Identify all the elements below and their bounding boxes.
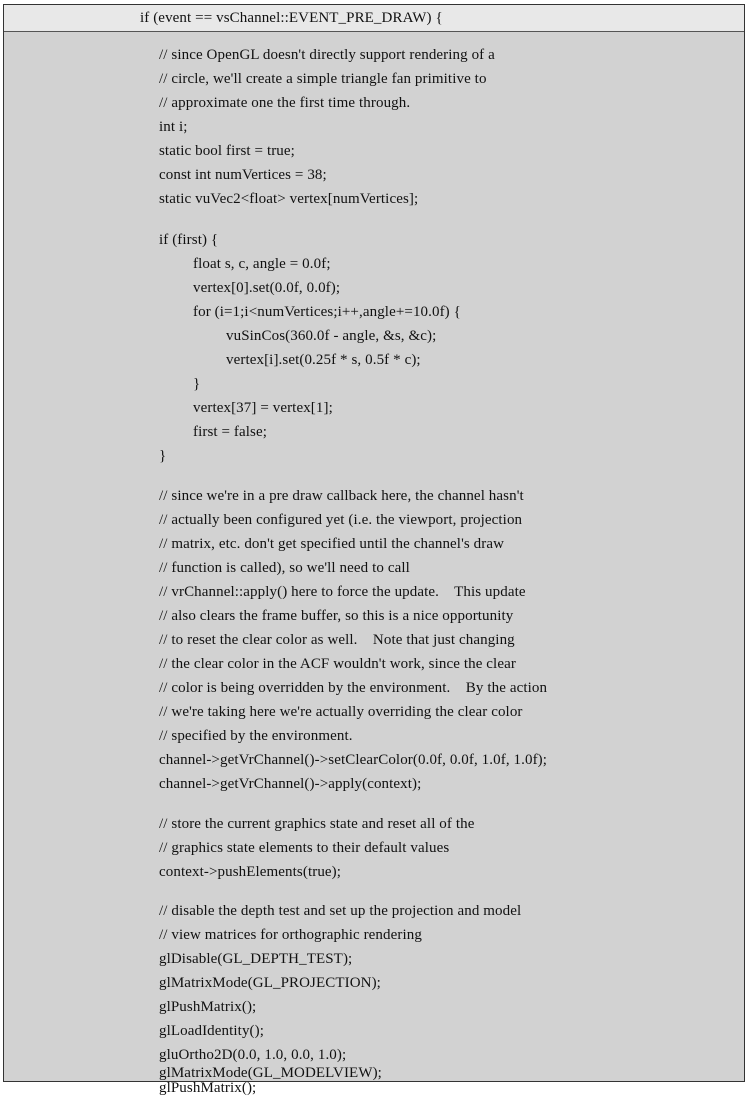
code-line: glMatrixMode(GL_PROJECTION);: [159, 975, 381, 991]
code-line: glDisable(GL_DEPTH_TEST);: [159, 951, 353, 967]
code-line: gluOrtho2D(0.0, 1.0, 0.0, 1.0);: [159, 1047, 347, 1063]
code-line: vertex[i].set(0.25f * s, 0.5f * c);: [226, 352, 421, 368]
code-line: // vrChannel::apply() here to force the update. This update: [159, 584, 526, 600]
code-line: glLoadIdentity();: [159, 1023, 265, 1039]
code-line: // store the current graphics state and reset all of the: [159, 816, 475, 832]
code-line: for (i=1;i<numVertices;i++,angle+=10.0f) {: [193, 304, 461, 320]
code-line: if (first) {: [159, 232, 219, 248]
code-line: int i;: [159, 119, 188, 135]
code-line: // matrix, etc. don't get specified until the channel's draw: [159, 536, 505, 552]
code-line: // disable the depth test and set up the projection and model: [159, 903, 522, 919]
code-line: glMatrixMode(GL_MODELVIEW);: [159, 1065, 382, 1081]
code-line: // function is called), so we'll need to call: [159, 560, 410, 576]
code-line: // since OpenGL doesn't directly support rendering of a: [159, 47, 495, 63]
code-line: // the clear color in the ACF wouldn't work, since the clear: [159, 656, 516, 672]
code-line: glPushMatrix();: [159, 1080, 257, 1096]
code-line: // actually been configured yet (i.e. the viewport, projection: [159, 512, 523, 528]
code-line: static vuVec2<float> vertex[numVertices];: [159, 191, 419, 207]
code-line: glPushMatrix();: [159, 999, 257, 1015]
code-line: vuSinCos(360.0f - angle, &s, &c);: [226, 328, 437, 344]
code-line: // color is being overridden by the environment. By the action: [159, 680, 548, 696]
code-line: // we're taking here we're actually overriding the clear color: [159, 704, 523, 720]
code-line: // specified by the environment.: [159, 728, 353, 744]
code-line: // graphics state elements to their default values: [159, 840, 450, 856]
code-listing: [3, 4, 745, 1096]
code-line: first = false;: [193, 424, 268, 440]
code-line: static bool first = true;: [159, 143, 295, 159]
code-line: // view matrices for orthographic rendering: [159, 927, 422, 943]
code-line: channel->getVrChannel()->setClearColor(0.0f, 0.0f, 1.0f, 1.0f);: [159, 752, 548, 768]
code-line: channel->getVrChannel()->apply(context);: [159, 776, 422, 792]
code-line: // also clears the frame buffer, so this is a nice opportunity: [159, 608, 514, 624]
code-line: // to reset the clear color as well. Note that just changing: [159, 632, 515, 648]
code-line: vertex[37] = vertex[1];: [193, 400, 333, 416]
code-line: // since we're in a pre draw callback here, the channel hasn't: [159, 488, 524, 504]
code-line: }: [159, 448, 167, 464]
code-line: // approximate one the first time through.: [159, 95, 411, 111]
code-line: // circle, we'll create a simple triangle fan primitive to: [159, 71, 487, 87]
code-line: context->pushElements(true);: [159, 864, 342, 880]
code-line: vertex[0].set(0.0f, 0.0f);: [193, 280, 341, 296]
code-line: }: [193, 376, 201, 392]
code-line-header: if (event == vsChannel::EVENT_PRE_DRAW) {: [140, 10, 443, 26]
code-line: float s, c, angle = 0.0f;: [193, 256, 331, 272]
code-line: const int numVertices = 38;: [159, 167, 327, 183]
